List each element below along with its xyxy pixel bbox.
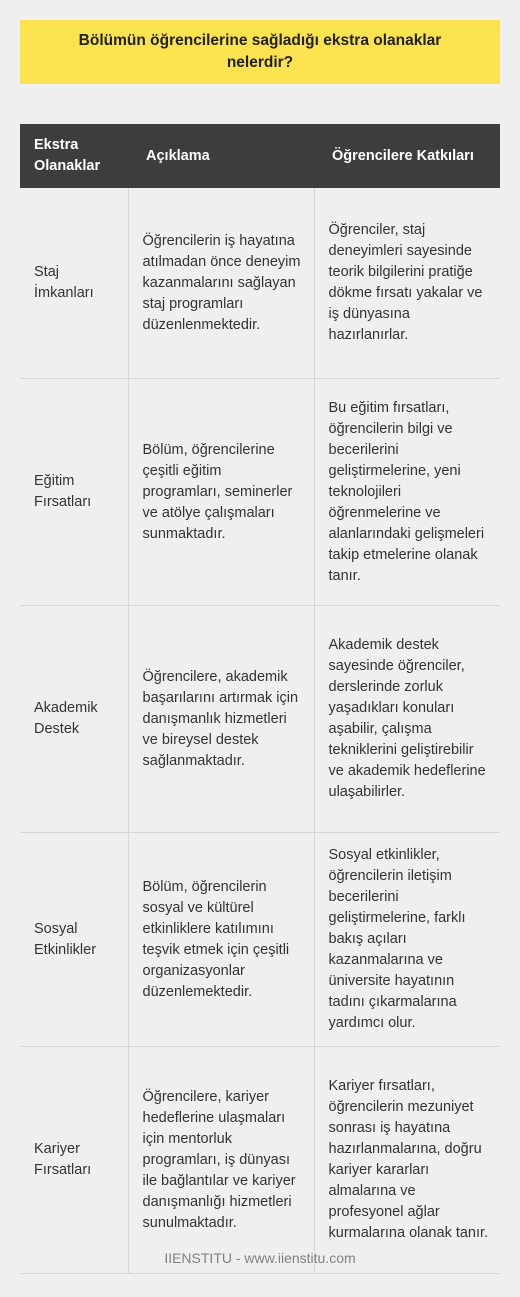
row-contribution-cell: Bu eğitim fırsatları, öğrencilerin bilgi ve becerilerini geliştirmelerine, yeni teknolojileri öğrenmelerine ve alanlarındaki gelişmeleri takip etmelerine olanak tanır. [314,379,500,606]
row-description-cell: Bölüm, öğrencilerin sosyal ve kültürel etkinliklere katılımını teşvik etmek için çeşitli organizasyonlar düzenlemektedir. [128,833,314,1047]
row-name-cell: Akademik Destek [20,606,128,833]
row-description-cell: Öğrencilere, akademik başarılarını artırmak için danışmanlık hizmetleri ve bireysel destek sağlanmaktadır. [128,606,314,833]
footer-credit: IIENSTITU - www.iienstitu.com [164,1250,356,1266]
extras-table [20,124,500,1274]
row-name-cell: Eğitim Fırsatları [20,379,128,606]
table-row [20,188,500,379]
row-name-cell: Kariyer Fırsatları [20,1047,128,1274]
row-contribution-cell: Akademik destek sayesinde öğrenciler, derslerinde zorluk yaşadıkları konuları aşabilir, çalışma tekniklerini geliştirebilir ve akademik hedeflerine ulaşabilirler. [314,606,500,833]
header-contributions: Öğrencilere Katkıları [314,124,500,188]
row-contribution-cell: Öğrenciler, staj deneyimleri sayesinde teorik bilgilerini pratiğe dökme fırsatı yakalar ve iş dünyasına hazırlanırlar. [314,188,500,379]
header-description: Açıklama [128,124,314,188]
row-contribution-cell: Kariyer fırsatları, öğrencilerin mezuniyet sonrası iş hayatına hazırlanmalarına, doğru kariyer kararları almalarına ve profesyonel ağlar kurmalarına olanak tanır. [314,1047,500,1274]
row-description-cell: Bölüm, öğrencilerine çeşitli eğitim programları, seminerler ve atölye çalışmaları sunmaktadır. [128,379,314,606]
table-row [20,379,500,606]
row-description-cell: Öğrencilere, kariyer hedeflerine ulaşmaları için mentorluk programları, iş dünyası ile bağlantılar ve kariyer danışmanlığı hizmetleri sunulmaktadır. [128,1047,314,1274]
table-row [20,1047,500,1274]
table-row [20,606,500,833]
row-name-cell: Sosyal Etkinlikler [20,833,128,1047]
page-title-text: Bölümün öğrencilerine sağladığı ekstra olanaklar nelerdir? [78,32,442,71]
page-title [20,20,500,84]
row-contribution-cell: Sosyal etkinlikler, öğrencilerin iletişim becerilerini geliştirmelerine, farklı bakış açıları kazanmalarına ve üniversite hayatının tadını çıkarmalarına yardımcı olur. [314,833,500,1047]
table-row [20,833,500,1047]
row-name-cell: Staj İmkanları [20,188,128,379]
row-description-cell: Öğrencilerin iş hayatına atılmadan önce deneyim kazanmalarını sağlayan staj programları düzenlenmektedir. [128,188,314,379]
header-extras: Ekstra Olanaklar [20,124,128,188]
table-header-row [20,124,500,188]
